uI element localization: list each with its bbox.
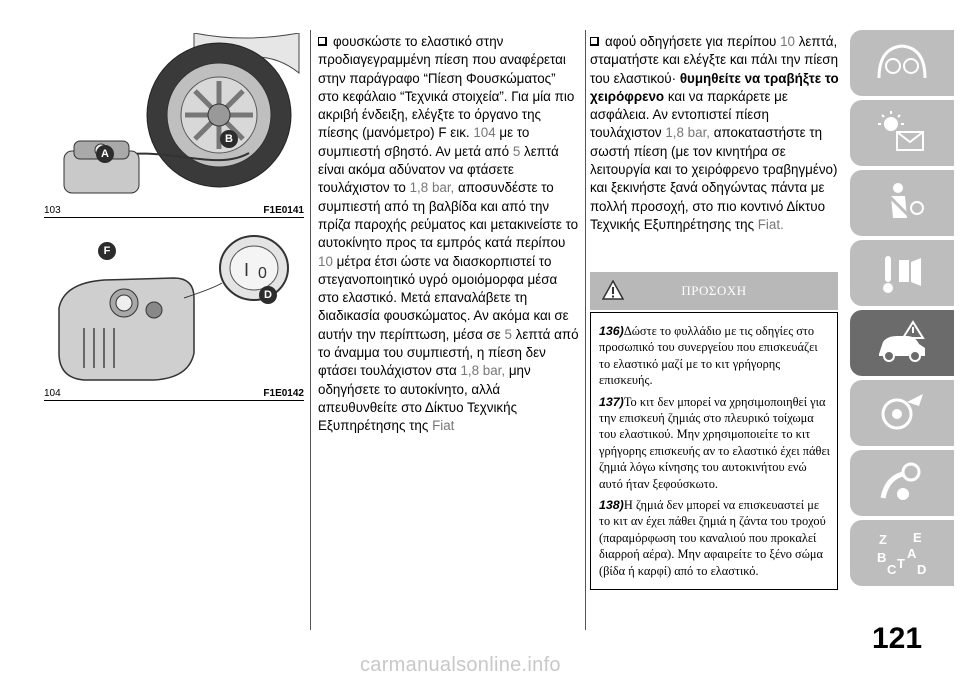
index-letter: A — [907, 546, 917, 561]
text: μην οδηγήσετε το αυτοκίνητο, αλλά απευθυνθείτε στο Δίκτυο Τεχνικής Εξυπηρέτησης της — [318, 363, 531, 434]
value: 5 — [504, 326, 512, 342]
value: 5 — [512, 143, 521, 159]
index-letter: D — [917, 562, 927, 577]
seat-belt-icon — [873, 178, 931, 228]
note-text: Η ζημιά δεν μπορεί να επισκευαστεί με το κιτ αν έχει πάθει ζημιά η ζάντα του τροχού (παραμόρφωση του καναλιού που προκαλεί διαρροή αέρα). Μην αφαιρείτε το ξένο σώμα (βίδα ή καρφί) από το ελαστικό. — [599, 498, 826, 578]
warning-item — [599, 394, 831, 492]
dashboard-icon — [873, 38, 931, 88]
maintenance-icon — [873, 388, 931, 438]
checkbox-bullet-icon — [590, 37, 599, 46]
callout-d: D — [259, 286, 277, 304]
tab-index[interactable] — [850, 520, 954, 586]
figure-number: 103 — [44, 205, 61, 216]
brand: Fiat — [432, 418, 455, 434]
text: με το συμπιεστή σβηστό. Αν μετά από — [318, 125, 530, 159]
warning-header — [590, 272, 838, 310]
note-number: 136) — [599, 324, 624, 338]
figure-103-image — [44, 33, 304, 203]
column-divider — [585, 30, 586, 630]
value: 1,8 bar, — [460, 363, 506, 379]
tab-emergency[interactable] — [850, 310, 954, 376]
index-letter: T — [897, 556, 905, 571]
page-number: 121 — [872, 622, 923, 655]
warning-lights-icon — [873, 108, 931, 158]
text: λεπτά, σταματήστε και ελέγξτε και πάλι την πίεση του ελαστικού· — [590, 34, 839, 86]
tyre-compressor-illustration — [44, 33, 304, 203]
right-text-column — [590, 33, 840, 234]
warning-triangle-icon — [602, 280, 624, 300]
warning-item — [599, 323, 831, 389]
text: αποσυνδέστε το συμπιεστή από τη βαλβίδα και από την πρίζα παροχής ρεύματος και μετακινείστε το αυτοκίνητο προς τα εμπρός κατά περίπου — [318, 180, 579, 251]
text: αποκαταστήστε τη σωστή πίεση (με τον κινητήρα σε λειτουργία και το χειρόφρενο τραβηγμένο) και ξεκινήστε ξανά οδηγώντας πάντα με πολλή προσοχή, στο πιο κοντινό Δίκτυο Τεχνικής Εξυπηρέτησης της — [590, 125, 838, 232]
figure-104-image — [44, 228, 304, 386]
text: μέτρα έτσι ώστε να διασκορπιστεί το στεγανοποιητικό υγρό ομοιόμορφα μέσα στο ελαστικό. Μετά επαναλάβετε τη διαδικασία φουσκώματος. Αν ακόμα και σε αυτήν την περίπτωση, μέσα σε — [318, 253, 569, 342]
text: λεπτά είναι ακόμα αδύνατον να φτάσετε τουλάχιστον το — [318, 143, 559, 196]
fig-ref-letter: F — [438, 125, 447, 141]
tab-technical-data[interactable] — [850, 450, 954, 516]
value: 10 — [780, 34, 795, 49]
middle-text-column — [318, 33, 580, 436]
callout-a: A — [96, 145, 114, 163]
emergency-car-icon — [873, 318, 931, 368]
text: εικ. — [446, 125, 474, 141]
figure-code: F1E0141 — [263, 205, 304, 216]
callout-b: B — [220, 130, 238, 148]
chapter-tabs — [850, 30, 954, 590]
index-letter: B — [877, 550, 887, 565]
figure-number: 104 — [44, 388, 61, 399]
tab-maintenance[interactable] — [850, 380, 954, 446]
svg-text:0: 0 — [258, 265, 267, 282]
callout-f: F — [98, 242, 116, 260]
tab-starting-driving[interactable] — [850, 240, 954, 306]
value: 1,8 bar, — [409, 180, 455, 196]
index-letter: Z — [879, 532, 887, 547]
tab-warning-lights[interactable] — [850, 100, 954, 166]
fig-ref-number: 104 — [473, 125, 496, 141]
warning-title: ΠΡΟΣΟΧΗ — [681, 283, 747, 298]
value: 10 — [318, 253, 333, 269]
compressor-closeup-illustration — [44, 228, 304, 386]
figure-divider — [44, 400, 304, 401]
checkbox-bullet-icon — [318, 37, 327, 46]
tools-icon — [873, 248, 931, 298]
index-letter: C — [887, 562, 897, 577]
technical-data-icon — [873, 458, 931, 508]
text: λεπτά από το άναμμα του συμπιεστή, η πίεση δεν φτάσει τουλάχιστον στα — [318, 326, 579, 379]
warning-item — [599, 497, 831, 579]
note-text: Το κιτ δεν μπορεί να χρησιμοποιηθεί για την επισκευή ζημιάς στο πλευρικό τοίχωμα του ελαστικού. Μην χρησιμοποιείτε το κιτ γρήγορης επισκευής αν το ελαστικό έχει πάθει ζημιά λόγω κίνησης του αυτοκινήτου ενώ αυτό ήταν ξεφούσκωτο. — [599, 394, 830, 491]
figure-104-caption — [44, 388, 304, 399]
text: φουσκώστε το ελαστικό στην προδιαγεγραμμένη πίεση που αναφέρεται στην παράγραφο “Πίεση Φουσκώματος” στο κεφάλαιο “Τεχνικά στοιχεία”. Για μία πιο ακριβή ένδειξη, ελέγξτε το όργανο της πίεσης (μανόμετρο) — [318, 34, 575, 141]
text: και να παρκάρετε με ασφάλεια. Αν εντοπιστεί πίεση τουλάχιστον — [590, 88, 788, 141]
note-number: 138) — [599, 498, 624, 513]
column-divider — [310, 30, 311, 630]
index-icon — [873, 528, 931, 578]
brand: Fiat. — [757, 216, 784, 232]
index-letter: E — [913, 530, 922, 545]
figure-code: F1E0142 — [263, 388, 304, 399]
figure-divider — [44, 217, 304, 218]
text: αφού οδηγήσετε για περίπου — [605, 34, 781, 49]
tab-dashboard[interactable] — [850, 30, 954, 96]
emphasis: θυμηθείτε να τραβήξτε το χειρόφρενο — [590, 70, 839, 104]
watermark: carmanualsonline.info — [360, 654, 561, 676]
note-text: Δώστε το φυλλάδιο με τις οδηγίες στο προσωπικό του συνεργείου που επισκευάζει το ελαστικό μαζί με το κιτ γρήγορης επισκευής. — [599, 324, 818, 388]
value: 1,8 bar, — [665, 125, 711, 141]
tab-safety[interactable] — [850, 170, 954, 236]
note-number: 137) — [599, 394, 624, 409]
figure-103-caption — [44, 205, 304, 216]
svg-text:I: I — [244, 260, 250, 280]
warning-body — [590, 312, 838, 590]
